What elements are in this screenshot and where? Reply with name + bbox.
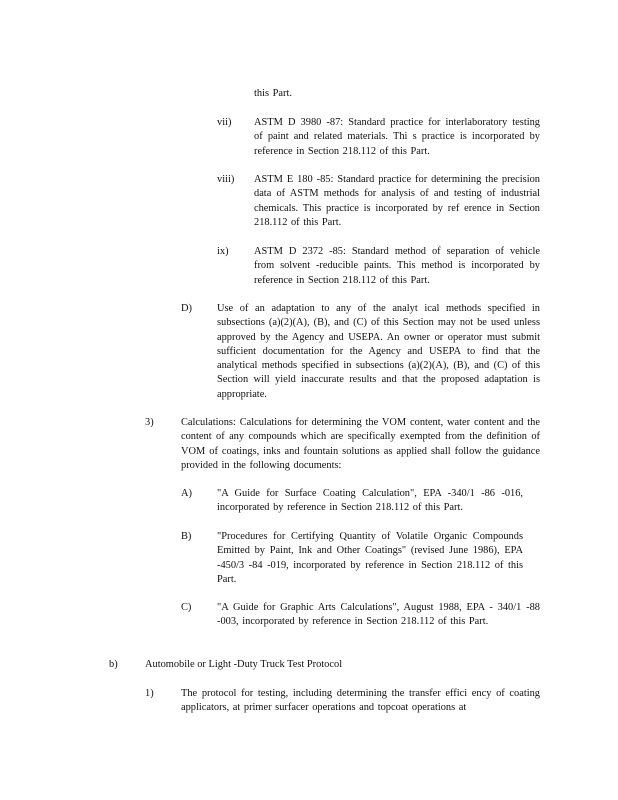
continuation-text: this Part. xyxy=(254,88,292,99)
item-text-ix: ASTM D 2372 -85: Standard method of separation of vehicle from solvent -reducible paints. This method is incorporated by reference in Section 218.112 of this Part. xyxy=(254,246,540,286)
item-label-B: B) xyxy=(181,531,192,542)
section-label-b1: 1) xyxy=(145,688,154,699)
item-text-B: "Procedures for Certifying Quantity of Volatile Organic Compounds Emitted by Paint, Ink and Other Coatings" (revised June 1986), EPA -450/3 -84 -019, incorporated by reference in Section 218.112 of this Part. xyxy=(217,531,523,585)
item-label-D: D) xyxy=(181,303,192,314)
item-label-A: A) xyxy=(181,488,192,499)
item-text-viii: ASTM E 180 -85: Standard practice for determining the precision data of ASTM methods for analysis of and testing of industrial chemicals. This practice is incorporated by ref erence in Section 218.112 of this Part. xyxy=(254,174,540,228)
section-label-3: 3) xyxy=(145,417,154,428)
section-text-3: Calculations: Calculations for determining the VOM content, water content and the content of any compounds which are specifically exempted from the definition of VOM of coatings, inks and fountain solutions as applied shall follow the guidance provided in the following documents: xyxy=(181,417,540,471)
section-heading-b: Automobile or Light -Duty Truck Test Protocol xyxy=(145,659,343,670)
section-text-b1: The protocol for testing, including determining the transfer effici ency of coating applicators, at primer surfacer operations and topcoat operations at xyxy=(181,688,540,714)
item-label-ix: ix) xyxy=(217,246,229,257)
item-text-D: Use of an adaptation to any of the analyt ical methods specified in subsections (a)(2)(A), (B), and (C) of this Section may not be used unless approved by the Agency and USEPA. An owner or operator must submit sufficient documentation for the Agency and USEPA to find that the analytical methods specified in subsections (a)(2)(A), (B), and (C) of this Section will yield inaccurate results and that the proposed adaptation is appropriate. xyxy=(217,303,540,400)
section-label-b: b) xyxy=(109,659,118,670)
item-label-vii: vii) xyxy=(217,117,232,128)
item-text-C: "A Guide for Graphic Arts Calculations", August 1988, EPA - 340/1 -88 -003, incorporated by reference in Section 218.112 of this Part. xyxy=(217,602,540,628)
item-text-A: "A Guide for Surface Coating Calculation", EPA -340/1 -86 -016, incorporated by reference in Section 218.112 of this Part. xyxy=(217,488,523,514)
item-label-viii: viii) xyxy=(217,174,235,185)
item-text-vii: ASTM D 3980 -87: Standard practice for interlaboratory testing of paint and related materials. Thi s practice is incorporated by reference in Section 218.112 of this Part. xyxy=(254,117,540,157)
item-label-C: C) xyxy=(181,602,192,613)
